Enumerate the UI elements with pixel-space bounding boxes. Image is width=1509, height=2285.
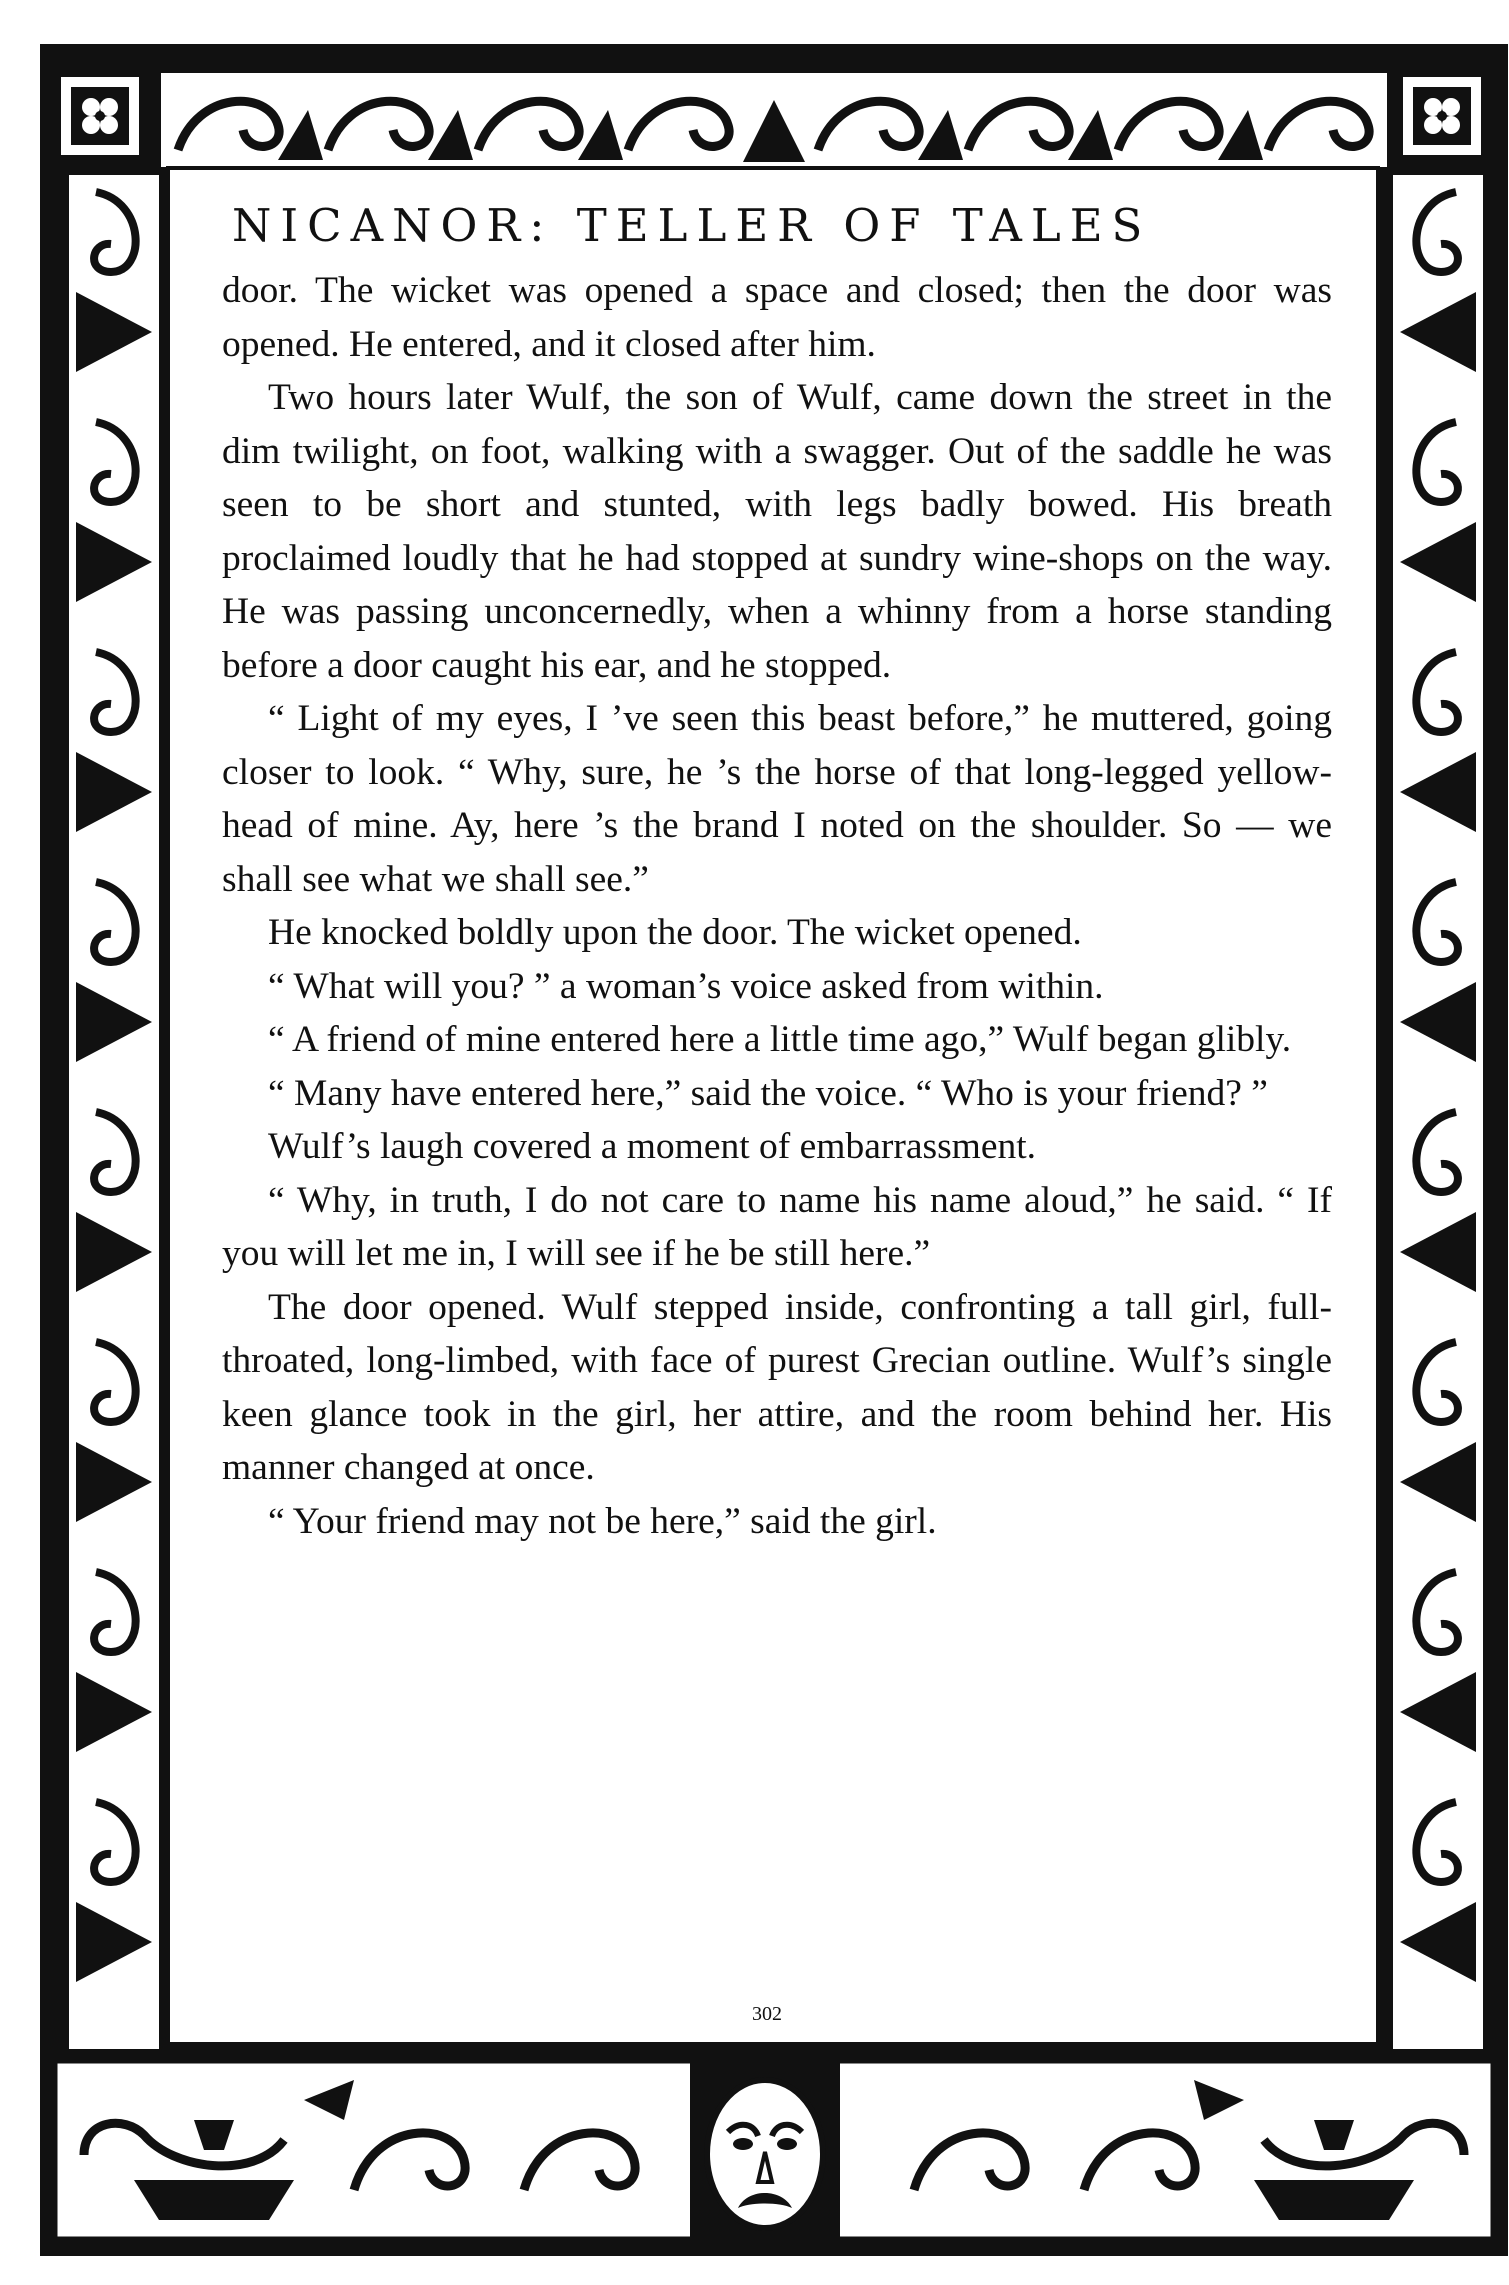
corner-flower-right — [1398, 72, 1486, 160]
paragraph-6: “ A friend of mine entered here a little time ago,” Wulf began glibly. — [268, 1019, 1292, 1060]
page-content — [222, 196, 1332, 1548]
right-scroll-ornament — [1390, 172, 1486, 2052]
paragraph-9: “ Why, in truth, I do not care to name his name aloud,” he said. “ If you will let me in, I will see if he be still here.” — [222, 1179, 1332, 1274]
paragraph-11: “ Your friend may not be here,” said the girl. — [268, 1500, 937, 1542]
corner-flower-left — [56, 72, 144, 160]
paragraph-10: The door opened. Wulf stepped inside, confronting a tall girl, full-throated, long-limbed, with face of purest Grecian outline. Wulf’s single keen glance took in the girl, her attire, and the room behind her. His manner changed at once. — [222, 1286, 1332, 1488]
paragraph-5: “ What will you? ” a woman’s voice asked from within. — [268, 965, 1104, 1007]
paragraph-3: “ Light of my eyes, I ’ve seen this beast before,” he muttered, going closer to look. “ Why, sure, he ’s the horse of that long-legged yellow-head of mine. Ay, here ’s the brand I noted on the shoulder. So — we shall see what we shall see.” — [222, 698, 1332, 900]
paragraph-7: “ Many have entered here,” said the voice. “ Who is your friend? ” — [268, 1072, 1268, 1114]
page-number: 302 — [752, 2003, 782, 2025]
paragraph-1: door. The wicket was opened a space and closed; then the door was opened. He entered, and it closed after him. — [222, 270, 1332, 365]
left-scroll-ornament — [66, 172, 162, 2052]
paragraph-4: He knocked boldly upon the door. The wicket opened. — [268, 912, 1082, 953]
top-scroll-ornament — [158, 70, 1390, 170]
paragraph-2: Two hours later Wulf, the son of Wulf, came down the street in the dim twilight, on foot, walking with a swagger. Out of the saddle he was seen to be short and stunted, with legs badly bowed. His breath proclaimed loudly that he had stopped at sundry wine-shops on the way. He was passing unconcernedly, when a whinny from a horse standing before a door caught his ear, and he stopped. — [222, 377, 1332, 686]
running-title: NICANOR: TELLER OF TALES — [232, 199, 1152, 252]
paragraph-8: Wulf’s laugh covered a moment of embarrassment. — [268, 1126, 1037, 1167]
tragedy-mask-icon — [690, 2062, 840, 2238]
